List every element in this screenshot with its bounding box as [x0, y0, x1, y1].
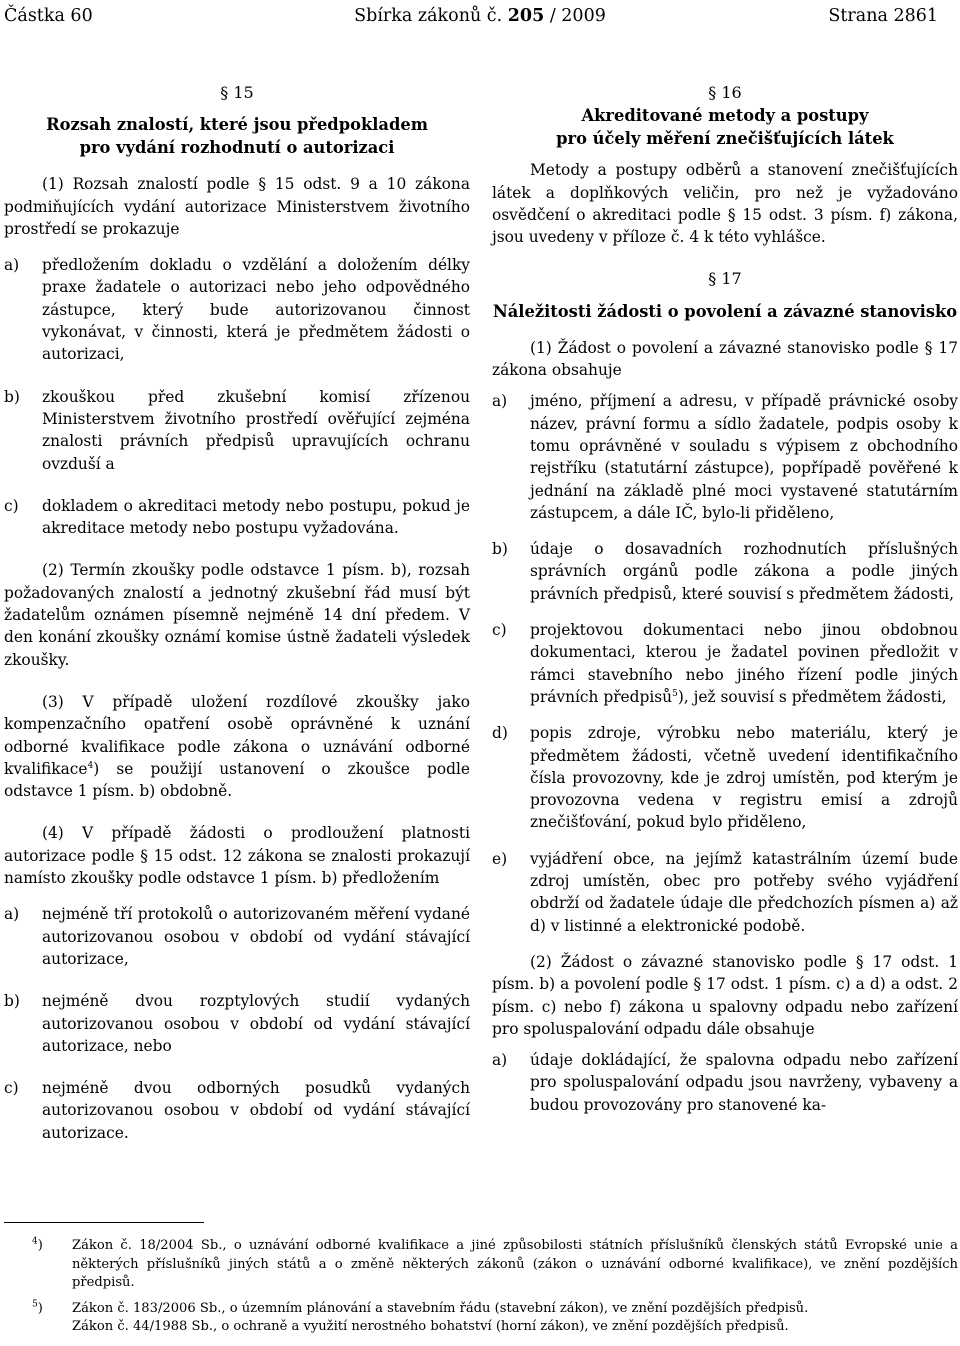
list-item-text: vyjádření obce, na jejímž katastrálním území bude zdroj umístěn, obec pro potřeby svého vyjádření obdrží od žadatele údaje dle předchozích písmen a) až d) v listinné a elektronické podobě. — [530, 849, 958, 935]
section-17-title: Náležitosti žádosti o povolení a závazné stanovisko — [492, 301, 958, 321]
footnote-text: Zákon č. 18/2004 Sb., o uznávání odborné kvalifikace a jiné způsobilosti státních příslušníků členských států Evropské unie a některých příslušníků jiných států a o změně některých zákonů (zákon o uznávání odborné kvalifikace), ve znění pozdějších předpisů. — [72, 1238, 958, 1291]
list-item — [4, 495, 470, 540]
section-15-number: § 15 — [220, 83, 254, 102]
section-15-paragraph-2: (2) Termín zkoušky podle odstavce 1 písm. b), rozsah požadovaných znalostí a jednotný zkušební řád musí být žadatelům oznámen písemně nejméně 14 dní předem. V den konání zkoušky oznámí komise ústně žadateli výsledek zkoušky. — [4, 561, 470, 669]
section-15-title-line-2: pro vydání rozhodnutí o autorizaci — [79, 138, 395, 158]
list-item — [4, 903, 470, 970]
footnote-number: 4 — [32, 1236, 38, 1247]
header-collection-prefix: Sbírka zákonů č. — [354, 6, 503, 26]
list-item — [4, 254, 470, 365]
header-collection-year: / 2009 — [549, 6, 606, 26]
footnote-5 — [32, 1300, 958, 1337]
list-item — [492, 1049, 958, 1116]
paragraph-3-text: (3) V případě uložení rozdílové zkoušky jako kompenzačního opatření osobě oprávněné k uznání odborné kvalifikace podle zákona o uznávání odborné kvalifikace — [4, 692, 470, 778]
section-15-paragraph-1: (1) Rozsah znalostí podle § 15 odst. 9 a 10 zákona podmiňujících vydání autorizace Ministerstvem životního prostředí se prokazuje — [4, 175, 470, 238]
header-collection — [0, 5, 960, 27]
section-15-paragraph-3 — [4, 691, 470, 802]
section-16-title-line-2: pro účely měření znečišťujících látek — [556, 129, 894, 149]
footnote-text-2: Zákon č. 44/1988 Sb., o ochraně a využití nerostného bohatství (horní zákon), ve znění pozdějších předpisů. — [72, 1319, 789, 1335]
header-part-number: Částka 60 — [4, 6, 93, 26]
list-item — [492, 619, 958, 708]
list-item — [4, 1077, 470, 1144]
footnote-number: 5 — [32, 1299, 38, 1310]
section-15-paragraph-4-list — [4, 903, 470, 1144]
section-17-paragraph-2: (2) Žádost o závazné stanovisko podle § 17 odst. 1 písm. b) a povolení podle § 17 odst. 1 písm. c) a d) a odst. 2 písm. c) nebo f) zákona u spalovny odpadu nebo zařízení pro spoluspalování odpadu dále obsahuje — [492, 952, 958, 1038]
list-item — [492, 848, 958, 937]
list-item-text: údaje dokládající, že spalovna odpadu nebo zařízení pro spoluspalování odpadu jsou navrženy, vybaveny a budou provozovány pro stanovené ka- — [530, 1051, 958, 1114]
list-item-label: c) — [492, 621, 507, 640]
list-item-text: zkouškou před zkušební komisí zřízenou Ministerstvem životního prostředí ověřující zejména znalosti právních předpisů upravujících ochranu ovzduší a — [42, 387, 470, 473]
section-15-paragraph-4: (4) V případě žádosti o prodloužení platnosti autorizace podle § 15 odst. 12 zákona se znalosti prokazují namísto zkoušky podle odstavce 1 písm. b) předložením — [4, 824, 470, 888]
list-item-label: b) — [4, 387, 20, 406]
right-column — [492, 82, 958, 1116]
list-item — [492, 722, 958, 833]
section-16-number: § 16 — [708, 83, 742, 102]
section-15-title-line-1: Rozsah znalostí, které jsou předpokladem — [46, 115, 428, 135]
list-item — [4, 386, 470, 475]
list-item-label: b) — [4, 992, 20, 1011]
list-item-label: a) — [492, 392, 508, 411]
list-item-label: e) — [492, 849, 508, 868]
section-17-paragraph-1: (1) Žádost o povolení a závazné stanovisko podle § 17 zákona obsahuje — [492, 338, 958, 380]
list-item-text: popis zdroje, výrobku nebo materiálu, který je předmětem žádosti, včetně uvedení identifikačního čísla provozovny, kde je zdroj umístěn, pod kterým je provozovna vedena v registru emisí a zdrojů znečišťování, pokud bylo přiděleno, — [530, 724, 958, 832]
footnote-ref-4: 4 — [87, 760, 94, 771]
paragraph-3-text-end: ) se použijí ustanovení o zkoušce podle odstavce 1 písm. b) obdobně. — [4, 759, 470, 801]
list-item-text: předložením dokladu o vzdělání a doložením délky praxe žadatele o autorizaci nebo jeho odpovědného zástupce, který bude autorizovanou činnost vykonávat, v činnosti, která je předmětem žádosti o autorizaci, — [42, 256, 470, 364]
list-item-text-end: ), jež souvisí s předmětem žádosti, — [677, 687, 947, 706]
list-item-label: c) — [4, 496, 19, 515]
list-item-label: a) — [4, 905, 20, 924]
left-column — [4, 82, 470, 1144]
list-item — [492, 390, 958, 524]
section-17-paragraph-2-list — [492, 1049, 958, 1116]
section-17-paragraph-1-list — [492, 390, 958, 937]
list-item-label: d) — [492, 724, 508, 743]
list-item-text: údaje o dosavadních rozhodnutích příslušných správních orgánů podle zákona a podle jiných právních předpisů, které souvisí s předmětem žádosti, — [530, 540, 958, 603]
section-16-title-line-1: Akreditované metody a postupy — [581, 106, 869, 126]
header-page-number: Strana 2861 — [828, 6, 938, 26]
footnote-label: $^5$) — [32, 1299, 43, 1316]
section-16-paragraph: Metody a postupy odběrů a stanovení znečišťujících látek a doplňkových veličin, pro než je vyžadováno osvědčení o akreditaci podle § 15 odst. 3 písm. f) zákona, jsou uvedeny v příloze č. 4 k této vyhlášce. — [492, 161, 958, 247]
header-collection-number: 205 — [507, 6, 545, 26]
footnote-text: Zákon č. 183/2006 Sb., o územním plánování a stavebním řádu (stavební zákon), ve znění pozdějších předpisů. — [72, 1300, 809, 1316]
list-item — [4, 990, 470, 1057]
list-item-text: jméno, příjmení a adresu, v případě právnické osoby název, právní formu a sídlo žadatele, podpis osoby k tomu oprávněné v souladu s výpisem z obchodního rejstříku (statutární zástupce), popřípadě pověřené k jednání na základě plné moci vystavené statutárním zástupcem, a dále IČ, bylo-li přiděleno, — [530, 392, 958, 522]
list-item-text: dokladem o akreditaci metody nebo postupu, pokud je akreditace metody nebo postupu vyžadována. — [42, 496, 470, 538]
page-header — [0, 0, 960, 36]
list-item-label: a) — [492, 1051, 508, 1070]
list-item-text: nejméně tří protokolů o autorizovaném měření vydané autorizovanou osobou v období od vydání stávající autorizace, — [42, 905, 470, 968]
list-item-label: a) — [4, 256, 20, 275]
section-17-number: § 17 — [708, 269, 742, 289]
list-item-label: b) — [492, 540, 508, 559]
section-15-paragraph-1-list — [4, 254, 470, 539]
footnote-separator — [4, 1222, 204, 1223]
list-item — [492, 538, 958, 605]
list-item-label: c) — [4, 1079, 19, 1098]
list-item-text: projektovou dokumentaci nebo jinou obdobnou dokumentaci, kterou je žadatel povinen předložit v rámci stavebního nebo jiného řízení podle jiných právních předpisů — [530, 621, 958, 706]
footnote-ref-5: 5 — [672, 688, 678, 699]
list-item-text: nejméně dvou rozptylových studií vydaných autorizovanou osobou v období od vydání stávající autorizace, nebo — [42, 992, 470, 1055]
list-item-text: nejméně dvou odborných posudků vydaných autorizovanou osobou v období od vydání stávající autorizace. — [42, 1079, 470, 1142]
footnote-4 — [32, 1237, 958, 1293]
footnote-label: $^4$) — [32, 1236, 43, 1253]
footnotes — [32, 1237, 958, 1337]
